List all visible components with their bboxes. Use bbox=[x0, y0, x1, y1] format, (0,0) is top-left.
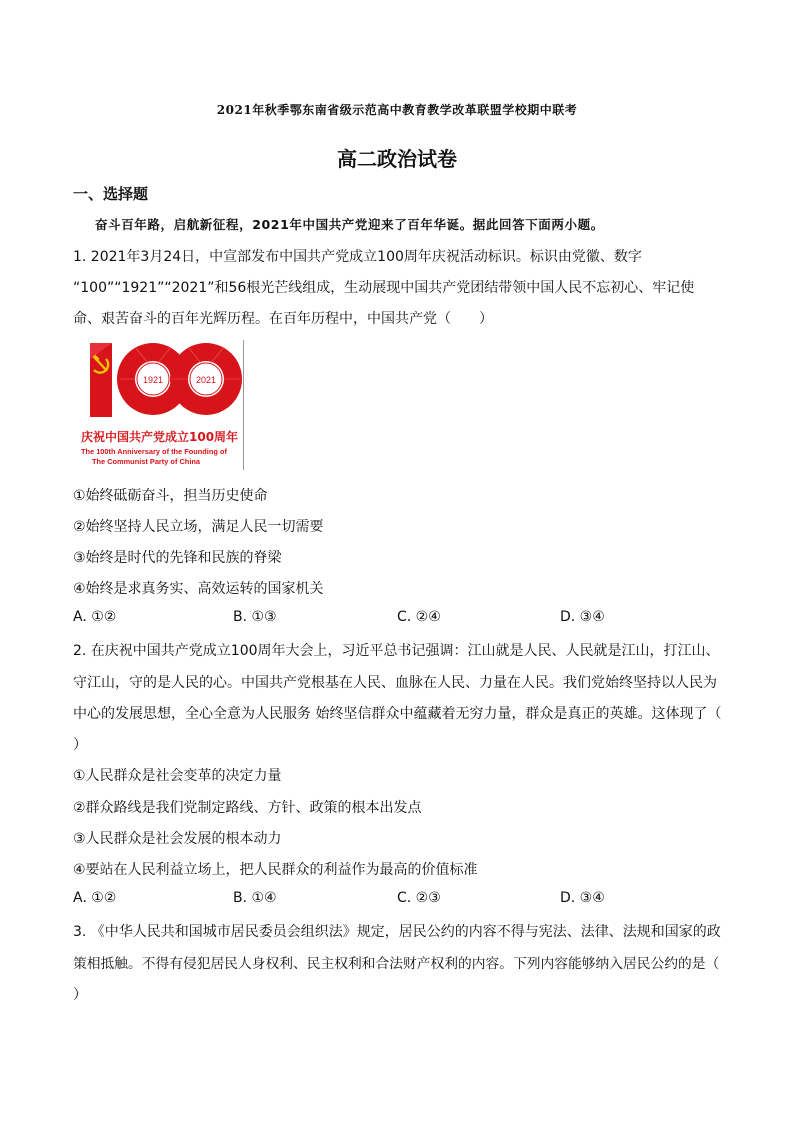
q2-choice-a[interactable]: A. ①② bbox=[73, 890, 117, 906]
q1-choice-a[interactable]: A. ①② bbox=[73, 609, 117, 625]
anniversary-logo bbox=[78, 337, 246, 471]
q2-stem-line2: 守江山，守的是人民的心。中国共产党根基在人民、血脉在人民、力量在人民。我们党始终坚持以人民为 bbox=[73, 675, 717, 691]
anniversary-logo-graphic bbox=[78, 337, 246, 471]
q1-option-2: ②始终坚持人民立场，满足人民一切需要 bbox=[73, 519, 324, 535]
q2-choice-c[interactable]: C. ②③ bbox=[397, 890, 441, 906]
q3-stem-line1: 3. 《中华人民共和国城市居民委员会组织法》规定，居民公约的内容不得与宪法、法律、法规和国家的政 bbox=[73, 924, 721, 940]
q1-choice-d[interactable]: D. ③④ bbox=[560, 609, 605, 625]
q2-option-1: ①人民群众是社会变革的决定力量 bbox=[73, 768, 282, 784]
q3-stem-line2: 策相抵触。不得有侵犯居民人身权利、民主权利和合法财产权利的内容。下列内容能够纳入居民公约的是（ bbox=[73, 956, 720, 972]
image-divider bbox=[243, 340, 244, 470]
exam-title: 2021年秋季鄂东南省级示范高中教育教学改革联盟学校期中联考 bbox=[216, 103, 578, 117]
exam-subtitle: 高二政治试卷 bbox=[337, 147, 457, 171]
q1-stem-line2: “100”“1921”“2021”和56根光芒线组成，生动展现中国共产党团结带领中国人民不忘初心、牢记使 bbox=[73, 280, 695, 296]
q1-choice-b[interactable]: B. ①③ bbox=[233, 609, 277, 625]
logo-caption-en1: The 100th Anniversary of the Founding of bbox=[81, 447, 227, 456]
q2-option-3: ③人民群众是社会发展的根本动力 bbox=[73, 831, 282, 847]
q1-option-1: ①始终砥砺奋斗，担当历史使命 bbox=[73, 488, 268, 504]
q2-stem-line4: ） bbox=[73, 737, 87, 753]
q2-option-2: ②群众路线是我们党制定路线、方针、政策的根本出发点 bbox=[73, 800, 422, 816]
q2-choice-b[interactable]: B. ①④ bbox=[233, 890, 277, 906]
logo-year-right: 2021 bbox=[195, 375, 217, 385]
q1-choice-c[interactable]: C. ②④ bbox=[397, 609, 441, 625]
q1-option-3: ③始终是时代的先锋和民族的脊梁 bbox=[73, 550, 282, 566]
section-heading: 一、选择题 bbox=[73, 185, 149, 203]
q1-stem-line3: 命、艰苦奋斗的百年光辉历程。在百年历程中，中国共产党（ ） bbox=[73, 311, 493, 327]
section-intro: 奋斗百年路，启航新征程，2021年中国共产党迎来了百年华诞。据此回答下面两小题。 bbox=[95, 217, 604, 232]
logo-year-left: 1921 bbox=[142, 375, 164, 385]
q1-option-4: ④始终是求真务实、高效运转的国家机关 bbox=[73, 581, 324, 597]
q1-stem-line1: 1. 2021年3月24日，中宣部发布中国共产党成立100周年庆祝活动标识。标识由党徽、数字 bbox=[73, 249, 642, 265]
logo-caption-cn: 庆祝中国共产党成立100周年 bbox=[81, 430, 239, 444]
q2-option-4: ④要站在人民利益立场上，把人民群众的利益作为最高的价值标准 bbox=[73, 862, 478, 878]
q2-stem-line1: 2. 在庆祝中国共产党成立100周年大会上，习近平总书记强调：江山就是人民、人民就是江山，打江山、 bbox=[73, 643, 720, 659]
q2-choice-d[interactable]: D. ③④ bbox=[560, 890, 605, 906]
q2-stem-line3: 中心的发展思想，全心全意为人民服务 始终坚信群众中蕴藏着无穷力量，群众是真正的英雄。这体现了（ bbox=[73, 706, 722, 722]
q3-stem-line3: ） bbox=[73, 987, 87, 1003]
logo-caption-en2: The Communist Party of China bbox=[92, 457, 200, 466]
